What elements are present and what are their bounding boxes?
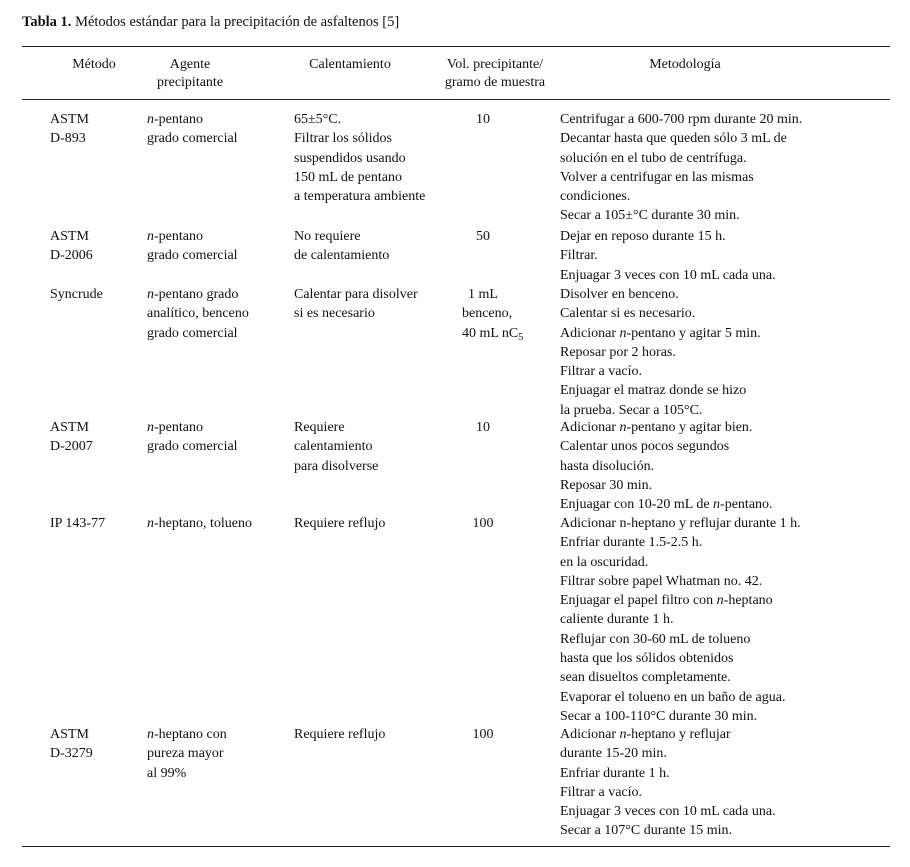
cell-agente [147, 418, 282, 457]
cell-vol [462, 514, 504, 533]
cell-metodo [50, 110, 140, 149]
metodologia-line: hasta que los sólidos obtenidos [560, 651, 734, 667]
metodologia-line: Reflujar con 30-60 mL de tolueno [560, 631, 751, 647]
metodologia-line: Filtrar a vacío. [560, 364, 643, 380]
cell-agente [147, 725, 282, 783]
metodologia-line: hasta disolución. [560, 458, 655, 474]
italic-n: n [147, 516, 154, 531]
metodologia-line: Enjuagar el matraz donde se hizo [560, 383, 747, 399]
metodologia-line: Secar a 107°C durante 15 min. [560, 823, 732, 839]
metodologia-line: Secar a 100-110°C durante 30 min. [560, 708, 758, 724]
cell-vol [462, 418, 504, 437]
italic-n: n [619, 325, 627, 341]
cell-agente [147, 285, 282, 343]
cell-metodo [50, 418, 140, 457]
calentamiento-line: Requiere reflujo [294, 516, 386, 531]
agente-line: grado comercial [147, 131, 238, 147]
cell-vol [462, 110, 504, 129]
italic-n: n [147, 229, 154, 244]
italic-n: n [147, 420, 154, 435]
agente-line: grado comercial [147, 439, 238, 455]
metodo-line: ASTM [50, 229, 89, 244]
vol-line [462, 324, 524, 343]
vol-line: 10 [476, 420, 490, 435]
cell-metodo [50, 227, 140, 266]
italic-n: n [716, 593, 724, 609]
calentamiento-line: Calentar para disolver [294, 287, 418, 302]
line-text: Adicionar [560, 420, 620, 435]
metodo-line: IP 143-77 [50, 516, 106, 531]
metodologia-line: Disolver en benceno. [560, 287, 679, 302]
metodologia-line: Enfriar durante 1 h. [560, 765, 670, 781]
cell-metodologia [560, 227, 890, 285]
agente-line [147, 285, 282, 304]
line-text: Enjuagar con 10-20 mL de [560, 497, 714, 513]
cell-vol [462, 725, 504, 744]
metodologia-line: Volver a centrifugar en las mismas [560, 169, 754, 185]
line-text: -heptano y reflujar [626, 727, 731, 742]
line-text: -pentano grado [154, 287, 239, 302]
line-text: 40 mL nC [462, 325, 519, 341]
metodologia-line: Adicionar n-heptano y reflujar durante 1 h. [560, 516, 801, 531]
cell-calentamiento [294, 418, 444, 476]
cell-calentamiento [294, 110, 444, 206]
agente-line: grado comercial [147, 248, 238, 264]
metodologia-line: Enfriar durante 1.5-2.5 h. [560, 535, 703, 551]
vol-line: 100 [472, 516, 494, 531]
cell-metodologia [560, 418, 890, 514]
calentamiento-line: de calentamiento [294, 248, 390, 264]
metodologia-line: Filtrar. [560, 248, 598, 264]
header-vol: Vol. precipitante/ gramo de muestra [444, 57, 546, 90]
metodologia-line: Decantar hasta que queden sólo 3 mL de [560, 131, 787, 147]
calentamiento-line: No requiere [294, 229, 361, 244]
caption-text: Métodos estándar para la precipitación de asfaltenos [5] [75, 14, 400, 30]
calentamiento-line: calentamiento [294, 439, 373, 455]
cell-agente [147, 227, 282, 266]
top-rule [22, 46, 890, 47]
subscript: 5 [518, 331, 524, 343]
metodo-line: D-2007 [50, 439, 93, 455]
line-text: Adicionar [560, 727, 620, 742]
calentamiento-line: suspendidos usando [294, 150, 406, 166]
metodologia-line: Centrifugar a 600-700 rpm durante 20 min. [560, 112, 803, 127]
metodo-line: ASTM [50, 420, 89, 435]
metodologia-line: sean disueltos completamente. [560, 670, 731, 686]
calentamiento-line: Requiere reflujo [294, 727, 386, 742]
italic-n: n [147, 287, 154, 302]
vol-line: 100 [472, 727, 494, 742]
calentamiento-line: Requiere [294, 420, 345, 435]
agente-line: analítico, benceno [147, 306, 249, 322]
cell-metodo [50, 285, 140, 304]
header-metodologia: Metodología [649, 57, 721, 72]
metodologia-line: Reposar 30 min. [560, 477, 653, 493]
metodologia-line: Enjuagar 3 veces con 10 mL cada una. [560, 267, 776, 283]
cell-vol [462, 285, 524, 343]
metodologia-line: solución en el tubo de centrífuga. [560, 150, 747, 166]
cell-metodo [50, 514, 140, 533]
cell-metodo [50, 725, 140, 764]
metodologia-line: Evaporar el tolueno en un baño de agua. [560, 689, 786, 705]
italic-n: n [147, 112, 154, 127]
metodologia-line: Enjuagar 3 veces con 10 mL cada una. [560, 804, 776, 820]
vol-line: 1 mL [468, 287, 498, 302]
metodologia-line [560, 418, 890, 437]
agente-line: grado comercial [147, 325, 238, 341]
header-agente: Agente precipitante [156, 57, 224, 90]
bottom-rule [22, 846, 890, 847]
metodologia-line: durante 15-20 min. [560, 746, 667, 762]
vol-line: 50 [476, 229, 490, 244]
metodo-line: D-2006 [50, 248, 93, 264]
italic-n: n [619, 727, 627, 742]
metodologia-line [560, 495, 890, 514]
metodologia-line: condiciones. [560, 189, 631, 205]
calentamiento-line: para disolverse [294, 458, 379, 474]
italic-n: n [619, 420, 627, 435]
line-text: -pentano y agitar 5 min. [626, 325, 761, 341]
cell-agente [147, 514, 282, 533]
cell-metodologia [560, 285, 890, 420]
line-text: -pentano [154, 112, 203, 127]
metodologia-line [560, 725, 890, 744]
cell-metodologia [560, 725, 890, 841]
agente-line [147, 514, 282, 533]
metodologia-line: Secar a 105±°C durante 30 min. [560, 208, 740, 224]
metodologia-line: Filtrar a vacío. [560, 784, 643, 800]
cell-vol [462, 227, 504, 246]
cell-calentamiento [294, 514, 444, 533]
agente-line [147, 227, 282, 246]
vol-line: 10 [476, 112, 490, 127]
table-caption [22, 14, 399, 31]
calentamiento-line: 150 mL de pentano [294, 169, 402, 185]
metodo-line: D-893 [50, 131, 86, 147]
cell-calentamiento [294, 725, 444, 744]
metodologia-line: Reposar por 2 horas. [560, 344, 676, 360]
header-rule [22, 99, 890, 100]
line-text: -heptano, tolueno [154, 516, 252, 531]
metodologia-line: Calentar si es necesario. [560, 306, 696, 322]
metodologia-line: caliente durante 1 h. [560, 612, 674, 628]
header-metodo: Método [72, 57, 116, 72]
cell-calentamiento [294, 227, 444, 266]
header-calentamiento: Calentamiento [309, 57, 391, 72]
cell-agente [147, 110, 282, 149]
agente-line [147, 418, 282, 437]
cell-metodologia [560, 110, 890, 226]
agente-line: al 99% [147, 765, 187, 781]
italic-n: n [713, 497, 721, 513]
cell-calentamiento [294, 285, 444, 324]
calentamiento-line: si es necesario [294, 306, 375, 322]
line-text: -heptano [723, 593, 773, 609]
calentamiento-line: a temperatura ambiente [294, 189, 426, 205]
metodo-line: D-3279 [50, 746, 93, 762]
calentamiento-line: Filtrar los sólidos [294, 131, 393, 147]
metodologia-line: Dejar en reposo durante 15 h. [560, 229, 726, 244]
agente-line [147, 110, 282, 129]
metodologia-line [560, 591, 890, 610]
line-text: -heptano con [154, 727, 227, 742]
metodo-line: ASTM [50, 112, 89, 127]
metodologia-line: Calentar unos pocos segundos [560, 439, 730, 455]
calentamiento-line: 65±5°C. [294, 112, 342, 127]
italic-n: n [147, 727, 154, 742]
line-text: -pentano. [720, 497, 773, 513]
line-text: Adicionar [560, 325, 620, 341]
metodologia-line [560, 324, 890, 343]
metodo-line: Syncrude [50, 287, 103, 302]
cell-metodologia [560, 514, 890, 726]
metodologia-line: la prueba. Secar a 105°C. [560, 402, 703, 418]
metodologia-line: en la oscuridad. [560, 554, 649, 570]
line-text: -pentano [154, 229, 203, 244]
line-text: -pentano y agitar bien. [626, 420, 753, 435]
vol-line: benceno, [462, 306, 513, 322]
caption-label: Tabla 1. [22, 14, 72, 30]
agente-line: pureza mayor [147, 746, 224, 762]
line-text: -pentano [154, 420, 203, 435]
line-text: Enjuagar el papel filtro con [560, 593, 717, 609]
metodo-line: ASTM [50, 727, 89, 742]
agente-line [147, 725, 282, 744]
metodologia-line: Filtrar sobre papel Whatman no. 42. [560, 573, 763, 589]
